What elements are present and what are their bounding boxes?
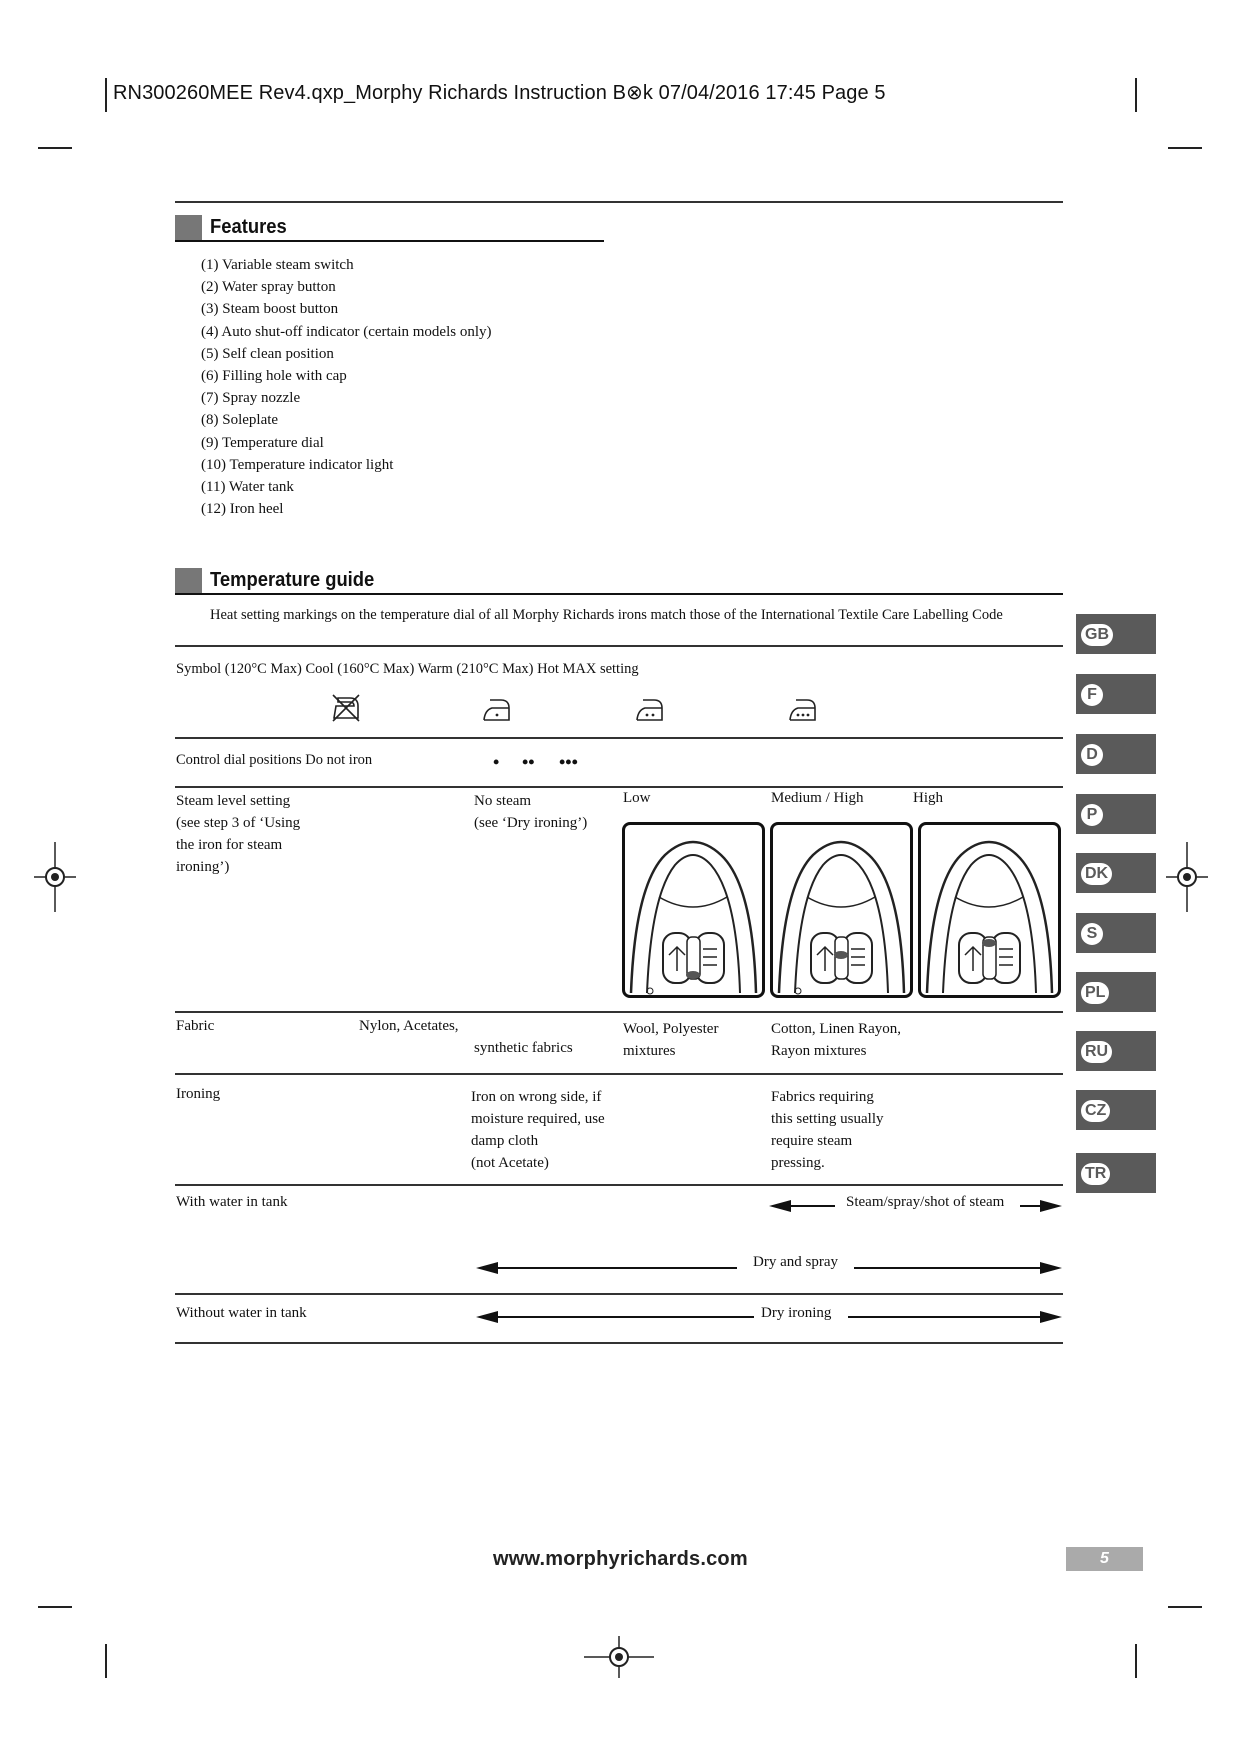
features-list <box>201 254 492 520</box>
steam-label-line: (see step 3 of ‘Using <box>176 815 301 831</box>
crop-mark <box>1135 78 1137 112</box>
top-rule <box>175 201 1063 203</box>
tab-label: P <box>1081 804 1103 826</box>
no-steam-line: No steam <box>474 793 532 809</box>
do-not-iron-icon <box>330 692 362 724</box>
arrow-shaft <box>492 1316 754 1318</box>
list-item: (10) Temperature indicator light <box>201 456 394 473</box>
arrow-shaft <box>492 1267 737 1269</box>
table-rule <box>175 1073 1063 1075</box>
temperature-guide-title: Temperature guide <box>210 569 375 591</box>
tab-p[interactable] <box>1076 794 1156 834</box>
features-title: Features <box>210 216 287 238</box>
list-item: (11) Water tank <box>201 479 294 496</box>
list-item: (6) Filling hole with cap <box>201 368 347 385</box>
steam-high: High <box>913 790 943 806</box>
ironing-line: moisture required, use <box>471 1111 605 1127</box>
fabric-cotton-line: Rayon mixtures <box>771 1043 867 1059</box>
with-water-label: With water in tank <box>176 1194 288 1210</box>
tab-label: CZ <box>1081 1100 1110 1122</box>
print-header: RN300260MEE Rev4.qxp_Morphy Richards Instruction B⊗k 07/04/2016 17:45 Page 5 <box>113 82 886 104</box>
section-marker <box>175 215 202 241</box>
no-steam-text <box>474 790 587 834</box>
tab-label: PL <box>1081 982 1109 1004</box>
ironing-requiring <box>771 1086 884 1174</box>
ironing-line: (not Acetate) <box>471 1155 549 1171</box>
no-steam-line: (see ‘Dry ironing’) <box>474 815 588 831</box>
iron-illustration-low <box>622 822 765 998</box>
table-rule <box>175 645 1063 647</box>
steam-spray-shot: Steam/spray/shot of steam <box>846 1194 1005 1210</box>
tab-cz[interactable] <box>1076 1090 1156 1130</box>
fabric-cotton-line: Cotton, Linen Rayon, <box>771 1021 901 1037</box>
tab-tr[interactable] <box>1076 1153 1156 1193</box>
arrow-right-icon <box>1040 1262 1062 1274</box>
tab-d[interactable] <box>1076 734 1156 774</box>
table-rule <box>175 786 1063 788</box>
list-item: (8) Soleplate <box>201 412 279 429</box>
registration-mark-icon <box>584 1636 654 1678</box>
registration-mark-icon <box>1166 842 1208 912</box>
iron-hot-icon <box>788 694 818 724</box>
features-underline <box>175 240 604 242</box>
fabric-synthetic: synthetic fabrics <box>474 1040 573 1056</box>
tab-s[interactable] <box>1076 913 1156 953</box>
ironing-line: pressing. <box>771 1155 825 1171</box>
tab-dk[interactable] <box>1076 853 1156 893</box>
iron-warm-icon <box>635 694 665 724</box>
tab-f[interactable] <box>1076 674 1156 714</box>
tab-label: RU <box>1081 1041 1112 1063</box>
ironing-line: Iron on wrong side, if <box>471 1089 602 1105</box>
iron-cool-icon <box>482 694 512 724</box>
arrow-right-icon <box>1040 1311 1062 1323</box>
footer-url[interactable]: www.morphyrichards.com <box>493 1548 748 1570</box>
ironing-line: this setting usually <box>771 1111 884 1127</box>
dial-dot-1: • <box>493 752 500 772</box>
crop-mark <box>38 1606 72 1608</box>
fabric-cotton <box>771 1018 901 1062</box>
crop-mark <box>1135 1644 1137 1678</box>
arrow-shaft <box>848 1316 1044 1318</box>
fabric-wool-line: mixtures <box>623 1043 676 1059</box>
ironing-line: Fabrics requiring <box>771 1089 874 1105</box>
list-item: (1) Variable steam switch <box>201 257 354 273</box>
list-item: (5) Self clean position <box>201 345 334 362</box>
steam-label-line: the iron for steam <box>176 837 283 853</box>
registration-mark-icon <box>34 842 76 912</box>
crop-mark <box>105 1644 107 1678</box>
control-dial-label: Control dial positions Do not iron <box>176 752 373 768</box>
temperature-guide-intro: Heat setting markings on the temperature dial of all Morphy Richards irons match those of the International Textile Care Labelling Code <box>210 607 1003 623</box>
tab-ru[interactable] <box>1076 1031 1156 1071</box>
without-water-label: Without water in tank <box>176 1305 307 1321</box>
arrow-right-icon <box>1040 1200 1062 1212</box>
dial-dot-2: •• <box>522 752 535 772</box>
dry-ironing: Dry ironing <box>761 1305 832 1321</box>
iron-topview-icon <box>625 825 762 995</box>
table-rule <box>175 1184 1063 1186</box>
section-marker <box>175 568 202 594</box>
steam-label-line: ironing’) <box>176 859 230 875</box>
iron-illustration-high <box>918 822 1061 998</box>
iron-illustration-medium-high <box>770 822 913 998</box>
list-item: (9) Temperature dial <box>201 434 324 451</box>
crop-mark <box>105 78 107 112</box>
dry-and-spray: Dry and spray <box>753 1254 838 1270</box>
tab-label: F <box>1081 684 1103 706</box>
list-item: (2) Water spray button <box>201 279 336 296</box>
table-rule <box>175 737 1063 739</box>
arrow-shaft <box>785 1205 835 1207</box>
tab-label: DK <box>1081 863 1112 885</box>
crop-mark <box>1168 147 1202 149</box>
steam-label-line: Steam level setting <box>176 793 291 809</box>
fabric-wool-line: Wool, Polyester <box>623 1021 719 1037</box>
arrow-shaft <box>854 1267 1044 1269</box>
tab-gb[interactable] <box>1076 614 1156 654</box>
iron-topview-icon <box>921 825 1058 995</box>
ironing-line: require steam <box>771 1133 853 1149</box>
fabric-wool <box>623 1018 718 1062</box>
tab-label: TR <box>1081 1163 1110 1185</box>
table-rule <box>175 1293 1063 1295</box>
table-rule <box>175 1011 1063 1013</box>
fabric-label: Fabric <box>176 1018 215 1034</box>
ironing-label: Ironing <box>176 1086 221 1102</box>
crop-mark <box>1168 1606 1202 1608</box>
ironing-wrong-side <box>471 1086 605 1174</box>
tab-label: S <box>1081 923 1103 945</box>
temperature-guide-underline <box>175 593 1063 595</box>
iron-topview-icon <box>773 825 910 995</box>
list-item: (3) Steam boost button <box>201 301 339 318</box>
page-number: 5 <box>1066 1547 1143 1571</box>
table-rule <box>175 1342 1063 1344</box>
steam-medium-high: Medium / High <box>771 790 864 806</box>
steam-level-label <box>176 790 300 878</box>
list-item: (4) Auto shut-off indicator (certain models only) <box>201 323 492 340</box>
tab-label: GB <box>1081 624 1113 646</box>
tab-pl[interactable] <box>1076 972 1156 1012</box>
list-item: (7) Spray nozzle <box>201 390 301 407</box>
symbol-row-label: Symbol (120°C Max) Cool (160°C Max) Warm (210°C Max) Hot MAX setting <box>176 661 639 677</box>
fabric-nylon: Nylon, Acetates, <box>359 1018 459 1034</box>
crop-mark <box>38 147 72 149</box>
steam-low: Low <box>623 790 651 806</box>
dial-dot-3: ••• <box>559 752 578 772</box>
tab-label: D <box>1081 744 1103 766</box>
ironing-line: damp cloth <box>471 1133 539 1149</box>
list-item: (12) Iron heel <box>201 501 284 518</box>
